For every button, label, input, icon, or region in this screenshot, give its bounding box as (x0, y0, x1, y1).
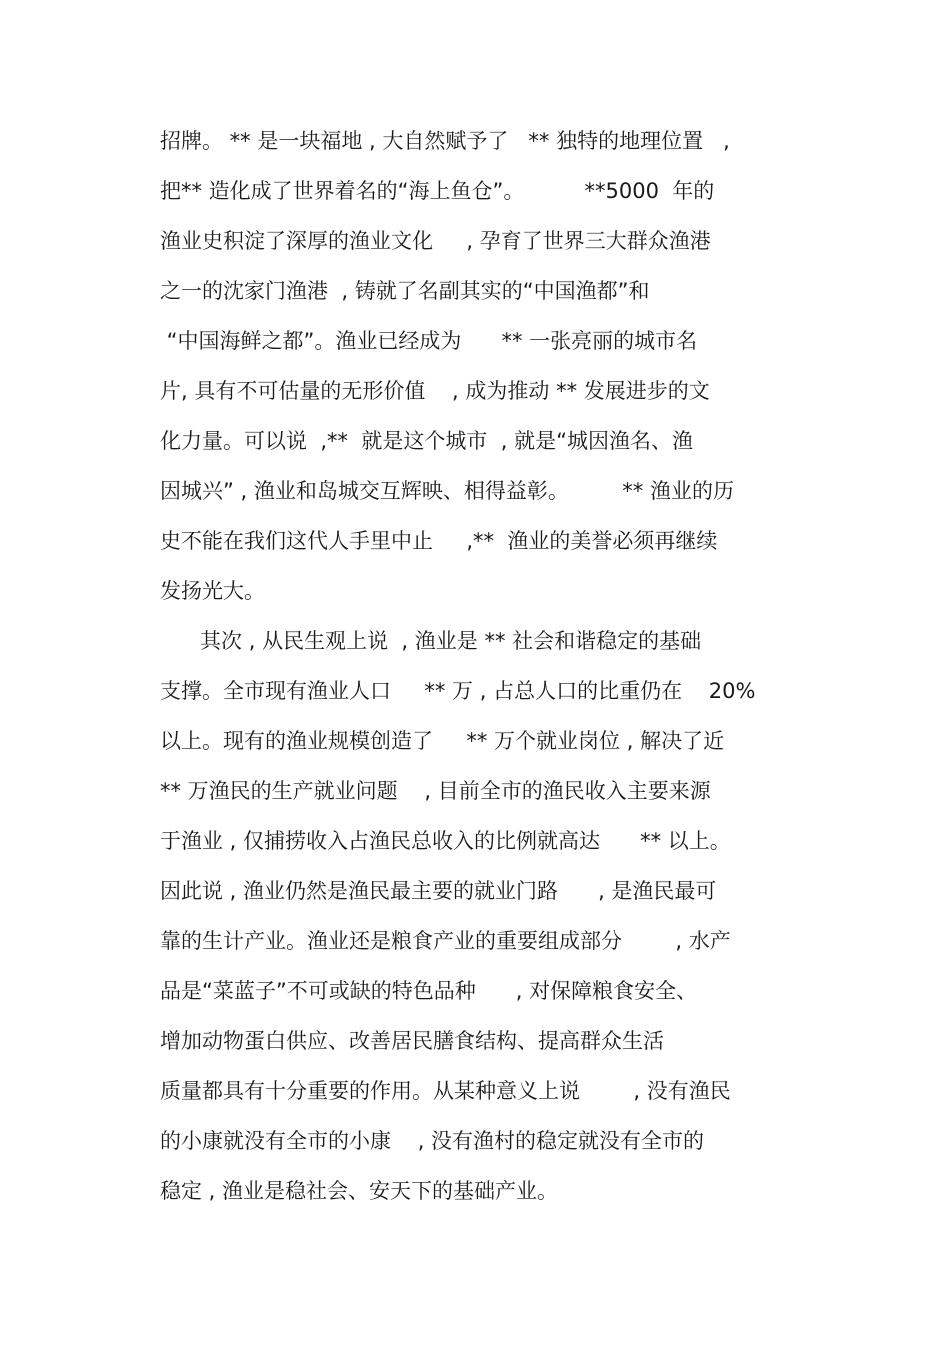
text-line: 之一的沈家门渔港 , 铸就了名副其实的“中国渔都”和 (160, 279, 650, 303)
text-line: 把** 造化成了世界着名的“海上鱼仓”。 **5000 年的 (160, 179, 715, 203)
text-line: “中国海鲜之都”。渔业已经成为 ** 一张亮丽的城市名 (160, 329, 698, 353)
text-line: 其次 , 从民生观上说 , 渔业是 ** 社会和谐稳定的基础 (160, 629, 702, 653)
text-line: 的小康就没有全市的小康 , 没有渔村的稳定就没有全市的 (160, 1129, 705, 1153)
text-line: 化力量。可以说 ,** 就是这个城市 , 就是“城因渔名、渔 (160, 429, 693, 453)
text-line: 招牌。 ** 是一块福地 , 大自然赋予了 ** 独特的地理位置 , (160, 129, 730, 153)
text-line: 因城兴” , 渔业和岛城交互辉映、相得益彰。 ** 渔业的历 (160, 479, 734, 503)
text-line: ** 万渔民的生产就业问题 , 目前全市的渔民收入主要来源 (160, 779, 711, 803)
text-line: 于渔业 , 仅捕捞收入占渔民总收入的比例就高达 ** 以上。 (160, 829, 731, 853)
text-line: 以上。现有的渔业规模创造了 ** 万个就业岗位 , 解决了近 (160, 729, 725, 753)
text-line: 片, 具有不可估量的无形价值 , 成为推动 ** 发展进步的文 (160, 379, 710, 403)
text-line: 发扬光大。 (160, 579, 265, 603)
text-line: 稳定 , 渔业是稳社会、安天下的基础产业。 (160, 1179, 559, 1203)
text-line: 靠的生计产业。渔业还是粮食产业的重要组成部分 , 水产 (160, 929, 731, 953)
text-line: 支撑。全市现有渔业人口 ** 万 , 占总人口的比重仍在 20% (160, 679, 756, 703)
text-line: 增加动物蛋白供应、改善居民膳食结构、提高群众生活 (160, 1029, 664, 1053)
text-line: 品是“菜蓝子”不可或缺的特色品种 , 对保障粮食安全、 (160, 979, 698, 1003)
text-line: 渔业史积淀了深厚的渔业文化 , 孕育了世界三大群众渔港 (160, 229, 711, 253)
text-line: 质量都具有十分重要的作用。从某种意义上说 , 没有渔民 (160, 1079, 731, 1103)
text-line: 因此说 , 渔业仍然是渔民最主要的就业门路 , 是渔民最可 (160, 879, 717, 903)
text-line: 史不能在我们这代人手里中止 ,** 渔业的美誉必须再继续 (160, 529, 718, 553)
